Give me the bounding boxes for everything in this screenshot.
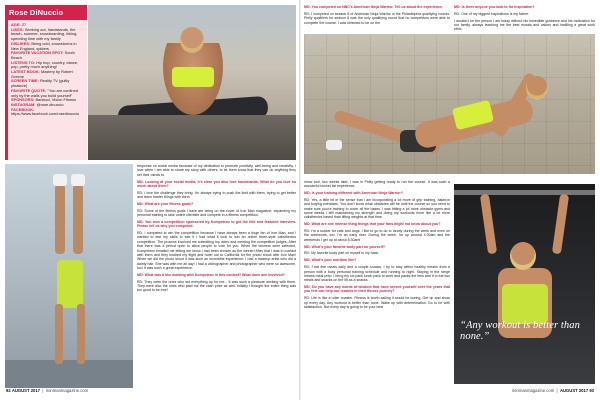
interview-question: MD: You competed on NBC's American Ninja Warrior. Tell us about the experience.: [304, 5, 443, 9]
interview-question: MD: Is your training different with American Ninja Warrior?: [304, 191, 403, 196]
profile-sidebar: [5, 5, 87, 160]
interview-answer: RD: I competed on season 8 of American Ninja Warrior in the Philadelphia qualifying rounds. Philly qualifiers for season 8 was the only qualifying round that no competitors were able to complete the course. I was selected to be on the: [304, 11, 450, 25]
interview-answer: show and, two weeks later, I was in Philly getting ready to run the course. It was such a wonderful bucket list experience.: [304, 180, 450, 189]
profile-line: LATEST BOOK: Mastery by Robert Greene: [11, 69, 73, 79]
interview-column-right-top-2: [454, 5, 595, 41]
interview-column-right-bottom: [304, 180, 450, 386]
profile-line: FACEBOOK: https://www.facebook.com/rosedinuccio: [11, 106, 80, 117]
interview-question: MD: What's your favorite body part on yourself?: [304, 244, 386, 249]
profile-name: Rose DiNuccio: [5, 5, 87, 20]
interview-answer: RD: I eat five meals daily and a couple snacks. I try to stay within healthy means from a person with a busy personal training schedule and running to night. Staying in the range means meal prep. I bring my six pack lunch pack to work and packs the lens and it to eat two meals and snacks on the lift as a snacks.: [304, 265, 450, 283]
profile-line: SCREEN TIME: Reality TV (guilty pleasure): [11, 78, 70, 89]
interview-answer: RD: They were the ones who set everything up for me... It was such a pleasure working with them. They were also the ones who paid me the cash prize as well. Initially I thought the entire thing was too good to be true!: [137, 279, 296, 293]
pull-quote: “Any workout is better than none.”: [460, 320, 580, 342]
hero-photo-right: [304, 34, 595, 174]
interview-answer: RD: I love the challenge they bring. I'm always trying to push the limit with them, trying to get better and learn harder things with them.: [137, 190, 296, 200]
interview-question: MD: What are one intense thing things that your fans might not know about you?: [304, 222, 441, 227]
profile-details: [11, 23, 84, 117]
interview-question: MD: Is there anyone you look to for inspiration?: [454, 5, 535, 9]
handstand-photo: [5, 164, 133, 388]
profile-line: SPONSORS: Barstool, Vision Fitness: [11, 97, 77, 103]
profile-line: FAVORITE VACATION SPOT: South Beach: [11, 50, 75, 60]
interview-question: MD: What are your fitness goals?: [137, 201, 194, 206]
interview-question: MD: Looking at your social media, it's clear you also love handstands. What do you love so much about them?: [137, 179, 296, 188]
interview-answer: RD: I competed to win the competition because I have always been a huge fan of Iron Man, and I wanted to test my skills to see if I had what it took to win an online three-style calisthenics competition. The process involved me submitting my video and meeting the competition judges. After that there was a period open to allow people to vote for you. When the winners were selected, Kompetenz emailed me letting me know I had been chosen as the winner! After that I was in contact with them and they booked my flight and hotel out to California for the photo shoot with Iron Man! When we did the photo shoot it was such an incredible experience. I had a makeup artist who did a dainty hair. She was with me all day! I had a videographer and photographer who were so awesome, too! It was such a great experience.: [137, 231, 296, 270]
profile-line: LISTENS TO: Hip hop, country, dance, pop, pretty much anything!: [11, 59, 79, 70]
pullup-photo: [454, 184, 595, 384]
interview-column-right-top-1: [304, 5, 450, 35]
folio-right: ironmanmagazine.com | AUGUST 2017 93: [511, 388, 594, 393]
interview-answer: I wouldn't be the person I am today without his incredible guidance and his motivation for our family, always teaching me the best morals and values and instilling a great work ethic.: [454, 18, 595, 32]
profile-line: AGE: 27: [11, 22, 27, 27]
interview-answer: RD: I'm a sucker for cats and dogs. I like to go to do to dearly during the week and even on the weekends, too, I'm an early riser. During the week, I'm up around 4:30am and the weekends I get up at about 5:30am!: [304, 229, 450, 242]
profile-line: FAVORITE QUOTE: "You are confined only by the walls you build yourself": [11, 87, 78, 98]
interview-answer: RD: Yes, a little bit in the sense that I am incorporating a lot more of grip training, balance and forging exercises. You don't know what obstacles will be until the course so you need to make sure you're training to cover all the bases. I was hitting a lot more obstacle gyms and some weeks I still maintaining my strength and doing my workouts more like a lot more calisthenics based than lifting weights at that time.: [304, 198, 450, 220]
folio-left: 92 AUGUST 2017 | ironmanmagazine.com: [6, 388, 89, 393]
interview-answer: RD: My favorite body part on myself is my back.: [304, 251, 380, 256]
profile-line: LIKES: Working out, handstands, the beach, summer, snowboarding, hiking, spending time with my family: [11, 26, 78, 42]
page-gutter: [299, 0, 301, 400]
interview-answer: RD: Some of the fitness goals I have are being on the cover of Iron Man magazine, expanding my personal training to take online clientele and compete in a fitness competition.: [137, 208, 296, 218]
interview-column-left: [137, 164, 296, 386]
interview-question: MD: Do you have any words of wisdom that have served yourself over the years that you feel can help our readers in their fitness journey?: [304, 285, 450, 294]
profile-line: DISLIKES: Being cold, snowstorms in New England, spiders: [11, 40, 77, 51]
interview-answer: RD: One of my biggest inspirations is my father.: [454, 11, 529, 16]
interview-question: MD: What's your nutrition like?: [304, 258, 357, 263]
interview-answer: RD: Life is like a roller coaster. Fitness is worth sailing it would be boring. Get up and show up every day. Any workout is better than none. Wake up with determination. Go to be with satisfaction. Not every day is going to be your best: [304, 296, 450, 309]
interview-question: MD: You won a competition sponsored by Kompetenz to get the title and featured interview. Please tell us why you competed.: [137, 219, 296, 229]
interview-question: MD: What was it like working with Kompetenz in this contest? What does one involved?: [137, 272, 285, 277]
interview-answer: response on social media because of my dedication to promote positivity, well-being and creativity. I love when I am able to share my story with others, to let them know that they can do anything they set their minds to.: [137, 164, 296, 177]
hero-photo-left: [88, 5, 296, 160]
profile-line: INSTAGRAM: @rose.dinuccio: [11, 101, 64, 107]
